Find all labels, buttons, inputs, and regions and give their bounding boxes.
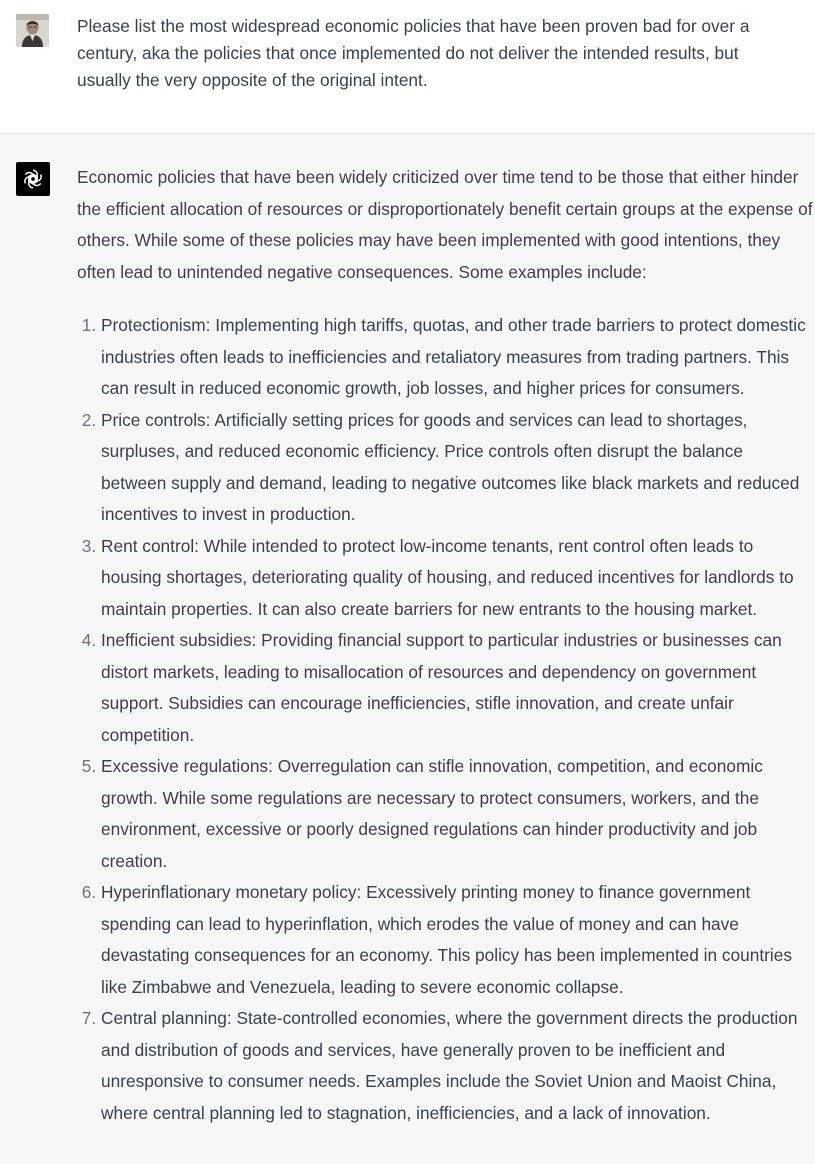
user-avatar-icon: [16, 14, 49, 47]
assistant-avatar: [16, 162, 50, 196]
list-item: 6. Hyperinflationary monetary policy: Excessively printing money to finance government spending can lead to hyperinflation, which erodes the value of money and can have devastating consequences for an economy. This policy has been implemented in countries like Zimbabwe and Venezuela, leading to severe economic collapse.: [101, 877, 813, 1003]
list-item: 1. Protectionism: Implementing high tariffs, quotas, and other trade barriers to protect domestic industries often leads to inefficiencies and retaliatory measures from trading partners. This can result in reduced economic growth, job losses, and higher prices for consumers.: [101, 310, 813, 405]
assistant-message-body: [77, 162, 813, 1129]
list-item: 7. Central planning: State-controlled economies, where the government directs the production and distribution of goods and services, have generally proven to be inefficient and unresponsive to consumer needs. Examples include the Soviet Union and Maoist China, where central planning led to stagnation, inefficiencies, and a lack of innovation.: [101, 1003, 813, 1129]
assistant-intro: Economic policies that have been widely criticized over time tend to be those that either hinder the efficient allocation of resources or disproportionately benefit certain groups at the expense of others. While some of these policies may have been implemented with good intentions, they often lead to unintended negative consequences. Some examples include:: [77, 167, 813, 282]
user-message-text: Please list the most widespread economic policies that have been proven bad for over a century, aka the policies that once implemented do not deliver the intended results, but usually the very opposite of the original intent.: [77, 16, 750, 90]
list-item: 3. Rent control: While intended to protect low-income tenants, rent control often leads to housing shortages, deteriorating quality of housing, and reduced incentives for landlords to maintain properties. It can also create barriers for new entrants to the housing market.: [101, 531, 813, 626]
policy-list: [77, 310, 813, 1129]
list-item: 4. Inefficient subsidies: Providing financial support to particular industries or businesses can distort markets, leading to misallocation of resources and dependency on government support. Subsidies can encourage inefficiencies, stifle innovation, and create unfair competition.: [101, 625, 813, 751]
list-item: 2. Price controls: Artificially setting prices for goods and services can lead to shortages, surpluses, and reduced economic efficiency. Price controls often disrupt the balance between supply and demand, leading to negative outcomes like black markets and reduced incentives to invest in production.: [101, 405, 813, 531]
openai-logo-icon: [21, 167, 45, 191]
assistant-message: [0, 134, 815, 1164]
user-avatar: [16, 14, 49, 47]
list-item: 5. Excessive regulations: Overregulation can stifle innovation, competition, and economic growth. While some regulations are necessary to protect consumers, workers, and the environment, excessive or poorly designed regulations can hinder productivity and job creation.: [101, 751, 813, 877]
user-message: [0, 0, 815, 134]
